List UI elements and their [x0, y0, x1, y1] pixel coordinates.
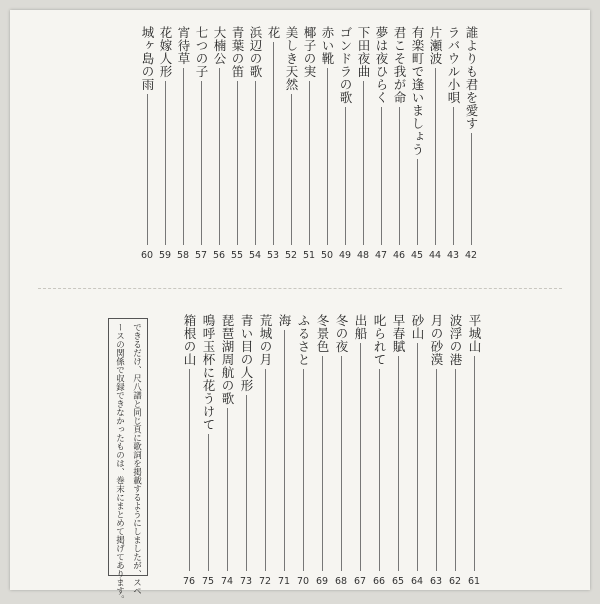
toc-page-number: 47	[374, 250, 388, 261]
toc-page-number: 64	[410, 576, 424, 587]
toc-entry	[465, 314, 483, 571]
toc-page-number: 67	[353, 576, 367, 587]
toc-entry-title: 叱られて	[372, 314, 387, 366]
toc-entry	[332, 314, 350, 571]
toc-page-number: 57	[194, 250, 208, 261]
toc-leader-line	[183, 68, 184, 245]
toc-page-number: 51	[302, 250, 316, 261]
toc-entry	[372, 26, 390, 245]
toc-leader-line	[219, 68, 220, 245]
toc-entry	[300, 26, 318, 245]
toc-entry-title: ラバウル小唄	[446, 26, 461, 104]
toc-entry	[174, 26, 192, 245]
toc-entry-title: 箱根の山	[182, 314, 197, 366]
toc-entry-title: 椰子の実	[302, 26, 317, 78]
toc-entry	[390, 26, 408, 245]
toc-page-number: 50	[320, 250, 334, 261]
toc-entry-title: 月の砂漠	[429, 314, 444, 366]
toc-entry-title: 冬景色	[315, 314, 330, 353]
toc-leader-line	[363, 81, 364, 245]
toc-entry	[408, 314, 426, 571]
toc-page-number: 70	[296, 576, 310, 587]
toc-entry-title: 波浮の港	[448, 314, 463, 366]
toc-entry-title: ゴンドラの歌	[338, 26, 353, 104]
toc-leader-line	[165, 81, 166, 245]
toc-leader-line	[147, 94, 148, 245]
toc-leader-line	[435, 68, 436, 245]
toc-entry-title: 琵琶湖周航の歌	[220, 314, 235, 405]
toc-entry	[264, 26, 282, 245]
toc-leader-line	[227, 408, 228, 571]
toc-page-number: 46	[392, 250, 406, 261]
editorial-note-line-2: ースの関係で収録できなかったものは、巻末にまとめて掲げてあります。	[114, 323, 125, 604]
toc-entry	[427, 314, 445, 571]
toc-page-number: 54	[248, 250, 262, 261]
toc-entry	[313, 314, 331, 571]
toc-entry-title: 花嫁人形	[158, 26, 173, 78]
toc-entry	[446, 314, 464, 571]
toc-page-number: 45	[410, 250, 424, 261]
toc-page-number: 44	[428, 250, 442, 261]
toc-entry	[246, 26, 264, 245]
toc-leader-line	[208, 434, 209, 571]
toc-entry	[370, 314, 388, 571]
toc-leader-line	[189, 369, 190, 571]
toc-entry-title: 海	[277, 314, 292, 327]
toc-entry	[408, 26, 426, 245]
toc-entry-title: 宵待草	[176, 26, 191, 65]
editorial-note-line-1: できるだけ、尺八譜と同じ頁に歌詞を掲載するようにしましたが、スペ	[131, 323, 142, 595]
toc-leader-line	[436, 369, 437, 571]
toc-page-number: 76	[182, 576, 196, 587]
toc-entry	[282, 26, 300, 245]
toc-entry-title: 冬の夜	[334, 314, 349, 353]
section-divider	[38, 288, 562, 289]
toc-page-number: 42	[464, 250, 478, 261]
toc-entry	[351, 314, 369, 571]
toc-entry	[426, 26, 444, 245]
toc-leader-line	[273, 42, 274, 245]
toc-entry	[156, 26, 174, 245]
toc-leader-line	[474, 356, 475, 571]
toc-leader-line	[303, 369, 304, 571]
toc-entry-title: 青い目の人形	[239, 314, 254, 392]
toc-entry	[228, 26, 246, 245]
toc-leader-line	[398, 356, 399, 571]
toc-entry-title: 赤い靴	[320, 26, 335, 65]
toc-entry-title: 有楽町で逢いましょう	[410, 26, 425, 156]
toc-entry	[192, 26, 210, 245]
toc-entry-title: 花	[266, 26, 281, 39]
toc-entry-title: 夢は夜ひらく	[374, 26, 389, 104]
toc-entry-title: 青葉の笛	[230, 26, 245, 78]
toc-section-bottom	[10, 298, 590, 604]
toc-entry	[354, 26, 372, 245]
toc-leader-line	[381, 107, 382, 245]
toc-page-number: 59	[158, 250, 172, 261]
toc-page-number: 72	[258, 576, 272, 587]
toc-entry-title: 出船	[353, 314, 368, 340]
toc-entry	[138, 26, 156, 245]
toc-entry-title: 早春賦	[391, 314, 406, 353]
toc-leader-line	[345, 107, 346, 245]
toc-entry-title: 城ヶ島の雨	[140, 26, 155, 91]
toc-page-number: 55	[230, 250, 244, 261]
toc-page-number: 60	[140, 250, 154, 261]
toc-entry	[180, 314, 198, 571]
toc-leader-line	[246, 395, 247, 571]
toc-entry-title: 鳴呼玉杯に花うけて	[201, 314, 216, 431]
toc-leader-line	[399, 107, 400, 245]
toc-page-number: 61	[467, 576, 481, 587]
toc-leader-line	[265, 369, 266, 571]
toc-entry	[318, 26, 336, 245]
toc-entry-title: ふるさと	[296, 314, 311, 366]
toc-entry-title: 砂山	[410, 314, 425, 340]
toc-entry	[218, 314, 236, 571]
toc-entry-title: 誰よりも君を愛す	[464, 26, 479, 130]
toc-page-number: 58	[176, 250, 190, 261]
toc-entry	[294, 314, 312, 571]
toc-leader-line	[322, 356, 323, 571]
toc-page-number: 68	[334, 576, 348, 587]
toc-page-number: 53	[266, 250, 280, 261]
toc-entry-title: 平城山	[467, 314, 482, 353]
toc-entry	[256, 314, 274, 571]
toc-page	[10, 10, 590, 604]
toc-page-number: 49	[338, 250, 352, 261]
toc-entry	[275, 314, 293, 571]
toc-page-number: 75	[201, 576, 215, 587]
toc-entry-title: 片瀬波	[428, 26, 443, 65]
toc-entry	[389, 314, 407, 571]
toc-leader-line	[327, 68, 328, 245]
toc-leader-line	[453, 107, 454, 245]
toc-entry-title: 君こそ我が命	[392, 26, 407, 104]
toc-entry	[237, 314, 255, 571]
toc-page-number: 63	[429, 576, 443, 587]
toc-leader-line	[309, 81, 310, 245]
toc-leader-line	[455, 369, 456, 571]
toc-page-number: 52	[284, 250, 298, 261]
toc-leader-line	[379, 369, 380, 571]
toc-entry	[444, 26, 462, 245]
toc-leader-line	[284, 330, 285, 571]
toc-page-number: 56	[212, 250, 226, 261]
toc-entry-title: 美しき天然	[284, 26, 299, 91]
toc-leader-line	[417, 159, 418, 245]
toc-leader-line	[201, 81, 202, 245]
toc-entry-title: 七つの子	[194, 26, 209, 78]
toc-page-number: 62	[448, 576, 462, 587]
toc-entry-title: 下田夜曲	[356, 26, 371, 78]
toc-leader-line	[471, 133, 472, 245]
editorial-note	[108, 318, 148, 604]
toc-leader-line	[291, 94, 292, 245]
toc-entry-title: 浜辺の歌	[248, 26, 263, 78]
toc-leader-line	[255, 81, 256, 245]
toc-entry	[336, 26, 354, 245]
toc-page-number: 73	[239, 576, 253, 587]
toc-page-number: 66	[372, 576, 386, 587]
toc-page-number: 48	[356, 250, 370, 261]
toc-page-number: 71	[277, 576, 291, 587]
toc-entry-title: 荒城の月	[258, 314, 273, 366]
toc-page-number: 69	[315, 576, 329, 587]
toc-entry-title: 大楠公	[212, 26, 227, 65]
toc-entry	[199, 314, 217, 571]
toc-entry	[210, 26, 228, 245]
toc-leader-line	[360, 343, 361, 571]
toc-section-top	[10, 10, 590, 278]
toc-page-number: 74	[220, 576, 234, 587]
toc-leader-line	[237, 81, 238, 245]
toc-entry	[462, 26, 480, 245]
toc-page-number: 43	[446, 250, 460, 261]
toc-page-number: 65	[391, 576, 405, 587]
toc-leader-line	[417, 343, 418, 571]
toc-leader-line	[341, 356, 342, 571]
